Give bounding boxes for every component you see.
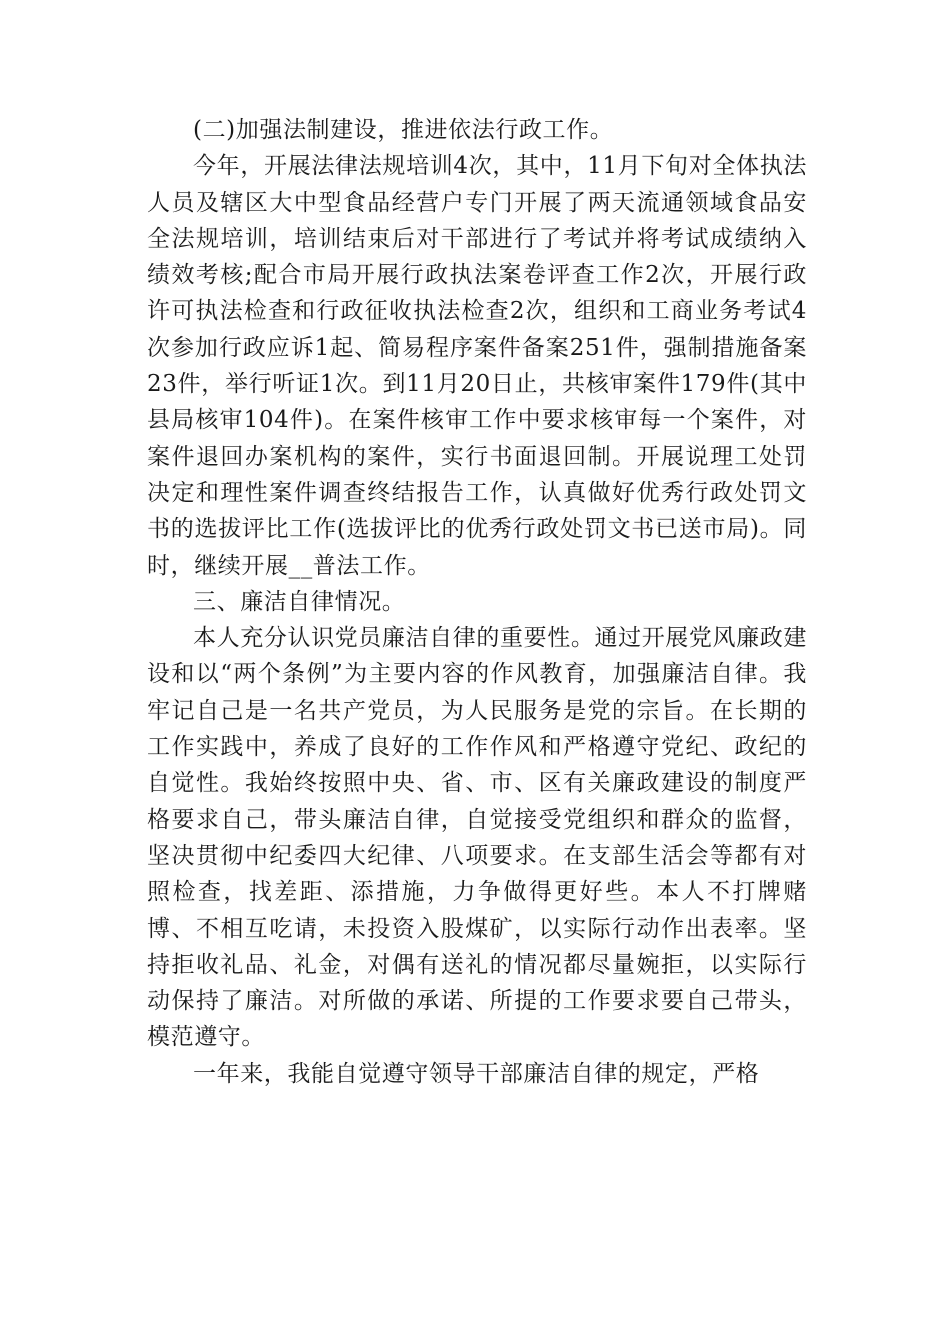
paragraph-legal-training: 今年，开展法律法规培训4次，其中，11月下旬对全体执法人员及辖区大中型食品经营户专门开展了两天流通领域食品安全法规培训，培训结束后对干部进行了考试并将考试成绩纳入绩效考核;配合市局开展行政执法案卷评查工作2次，开展行政许可执法检查和行政征收执法检查2次，组织和工商业务考试4次参加行政应诉1起、简易程序案件备案251件，强制措施备案23件，举行听证1次。到11月20日止，共核审案件179件(其中县局核审104件)。在案件核审工作中要求核审每一个案件，对案件退回办案机构的案件，实行书面退回制。开展说理工处罚决定和理性案件调查终结报告工作，认真做好优秀行政处罚文书的选拔评比工作(选拔评比的优秀行政处罚文书已送市局)。同时，继续开展__普法工作。 — [147, 153, 807, 579]
paragraph-integrity: 本人充分认识党员廉洁自律的重要性。通过开展党风廉政建设和以“两个条例”为主要内容的作风教育，加强廉洁自律。我牢记自己是一名共产党员，为人民服务是党的宗旨。在长期的工作实践中，养成了良好的工作作风和严格遵守党纪、政纪的自觉性。我始终按照中央、省、市、区有关廉政建设的制度严格要求自己，带头廉洁自律，自觉接受党组织和群众的监督，坚决贯彻中纪委四大纪律、八项要求。在支部生活会等都有对照检查，找差距、添措施，力争做得更好些。本人不打牌赌博、不相互吃请，未投资入股煤矿，以实际行动作出表率。坚持拒收礼品、礼金，对偶有送礼的情况都尽量婉拒，以实际行动保持了廉洁。对所做的承诺、所提的工作要求要自己带头，模范遵守。 — [147, 625, 807, 1051]
paragraph-year-summary: 一年来，我能自觉遵守领导干部廉洁自律的规定，严格 — [193, 1060, 760, 1087]
section-heading-integrity: 三、廉洁自律情况。 — [193, 588, 406, 615]
section-heading-legal-construction: (二)加强法制建设，推进依法行政工作。 — [193, 117, 614, 143]
document-body — [147, 112, 807, 1092]
